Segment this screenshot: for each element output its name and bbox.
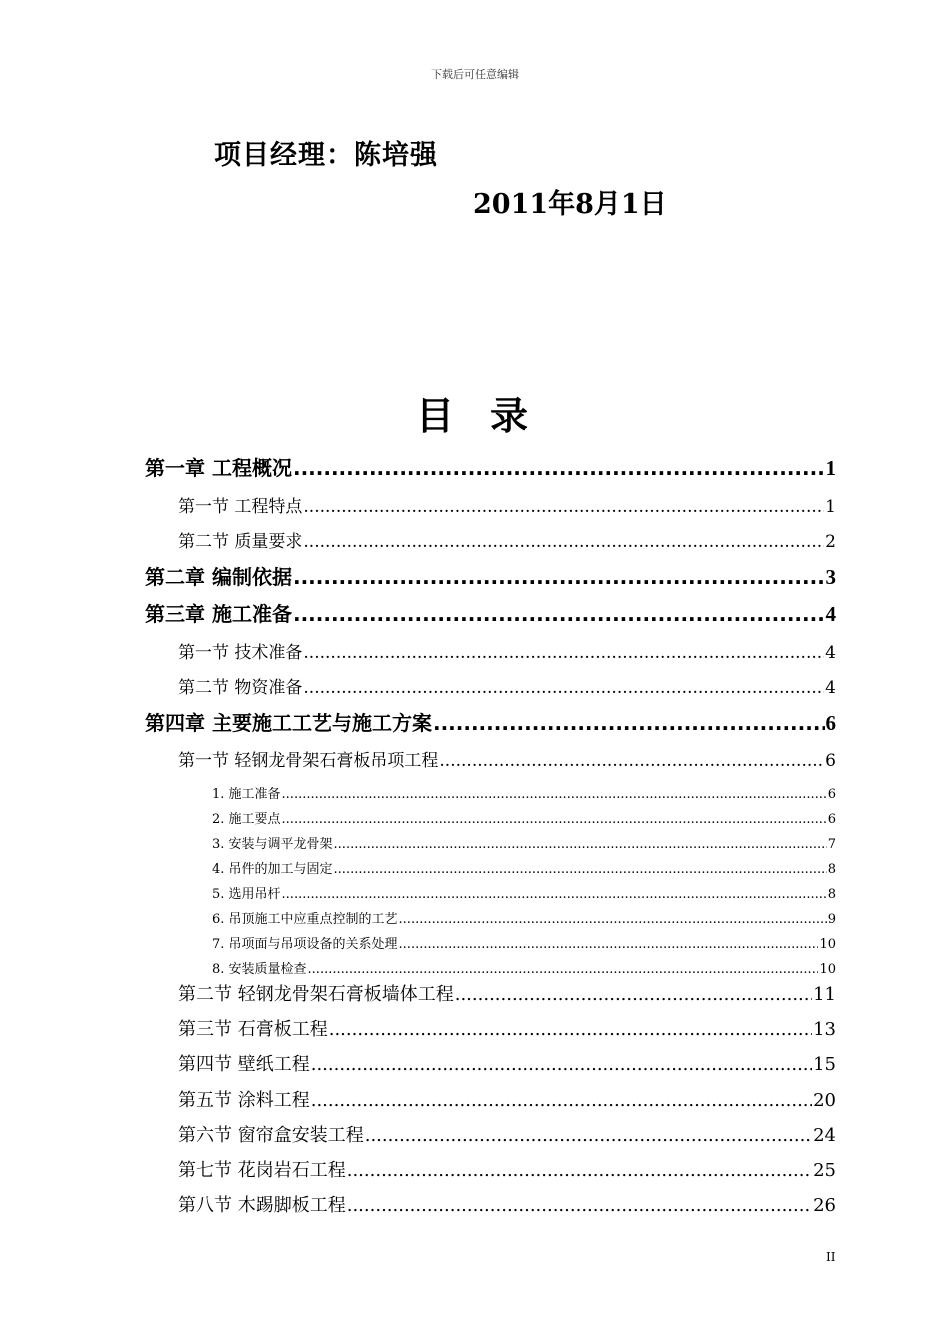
toc-leader-dots — [365, 1125, 812, 1146]
toc-entry-section[interactable] — [178, 1191, 836, 1217]
toc-entry-chapter-3[interactable] — [145, 598, 836, 627]
toc-entry-chapter-4[interactable] — [145, 707, 836, 736]
toc-entry-label: 第二节 轻钢龙骨架石膏板墙体工程 — [178, 984, 454, 1005]
toc-entry-page: 26 — [813, 1195, 836, 1216]
toc-title: 目录 — [415, 394, 564, 438]
toc-entry-label: 2. 施工要点 — [212, 812, 281, 827]
toc-entry-page: 24 — [813, 1125, 836, 1146]
toc-leader-dots — [399, 912, 827, 927]
toc-entry-section[interactable] — [178, 638, 836, 663]
toc-leader-dots — [311, 1054, 812, 1075]
toc-entry-subitem[interactable] — [212, 808, 836, 827]
toc-entry-label: 第四章 主要施工工艺与施工方案 — [145, 711, 432, 735]
toc-entry-page: 4 — [825, 643, 836, 663]
toc-leader-dots — [293, 602, 825, 626]
toc-entry-label: 8. 安装质量检查 — [212, 962, 307, 977]
toc-entry-section[interactable] — [178, 1121, 836, 1147]
toc-entry-section[interactable] — [178, 673, 836, 698]
project-manager-line: 项目经理：陈培强 — [214, 140, 438, 171]
toc-entry-label: 第一节 技术准备 — [178, 643, 303, 663]
toc-leader-dots — [399, 937, 819, 952]
toc-entry-page: 4 — [825, 602, 836, 626]
toc-leader-dots — [347, 1195, 812, 1216]
toc-entry-subitem[interactable] — [212, 858, 836, 877]
toc-leader-dots — [311, 1090, 812, 1111]
toc-entry-page: 1 — [825, 497, 836, 517]
toc-entry-page: 6 — [827, 787, 836, 802]
toc-entry-page: 8 — [827, 862, 836, 877]
toc-entry-label: 第四节 壁纸工程 — [178, 1054, 310, 1075]
date-line: 2011年8月1日 — [473, 189, 667, 220]
toc-entry-subitem[interactable] — [212, 783, 836, 802]
toc-entry-section[interactable] — [178, 492, 836, 517]
toc-entry-section[interactable] — [178, 746, 836, 771]
toc-entry-label: 第三节 石膏板工程 — [178, 1019, 328, 1040]
page-number: II — [826, 1250, 836, 1264]
toc-entry-page: 13 — [813, 1019, 836, 1040]
toc-entry-chapter-2[interactable] — [145, 561, 836, 590]
toc-entry-page: 10 — [819, 962, 836, 977]
toc-entry-page: 10 — [819, 937, 836, 952]
toc-entry-page: 1 — [825, 456, 836, 480]
toc-entry-label: 1. 施工准备 — [212, 787, 281, 802]
toc-entry-label: 第五节 涂料工程 — [178, 1090, 310, 1111]
toc-leader-dots — [282, 787, 827, 802]
toc-entry-page: 3 — [825, 565, 836, 589]
toc-entry-page: 6 — [827, 812, 836, 827]
toc-entry-page: 6 — [825, 751, 836, 771]
toc-entry-label: 第二节 质量要求 — [178, 532, 303, 552]
toc-entry-section[interactable] — [178, 980, 836, 1006]
toc-entry-label: 6. 吊顶施工中应重点控制的工艺 — [212, 912, 398, 927]
toc-leader-dots — [308, 962, 819, 977]
toc-entry-subitem[interactable] — [212, 933, 836, 952]
toc-entry-page: 11 — [813, 984, 836, 1005]
toc-entry-subitem[interactable] — [212, 908, 836, 927]
toc-entry-label: 第八节 木踢脚板工程 — [178, 1195, 346, 1216]
toc-entry-page: 9 — [827, 912, 836, 927]
toc-leader-dots — [455, 984, 812, 1005]
toc-entry-subitem[interactable] — [212, 883, 836, 902]
toc-leader-dots — [293, 565, 825, 589]
toc-entry-label: 5. 选用吊杆 — [212, 887, 281, 902]
toc-entry-label: 第二章 编制依据 — [145, 565, 292, 589]
toc-entry-section[interactable] — [178, 1156, 836, 1182]
toc-leader-dots — [282, 812, 827, 827]
toc-entry-chapter-1[interactable] — [145, 452, 836, 481]
toc-entry-page: 20 — [813, 1090, 836, 1111]
toc-entry-section[interactable] — [178, 1086, 836, 1112]
toc-entry-label: 第六节 窗帘盒安装工程 — [178, 1125, 364, 1146]
toc-entry-label: 7. 吊项面与吊项设备的关系处理 — [212, 937, 398, 952]
header-note: 下载后可任意编辑 — [431, 68, 519, 81]
toc-leader-dots — [334, 837, 827, 852]
toc-entry-section[interactable] — [178, 1015, 836, 1041]
toc-entry-section[interactable] — [178, 527, 836, 552]
toc-entry-label: 4. 吊件的加工与固定 — [212, 862, 333, 877]
toc-entry-page: 2 — [825, 532, 836, 552]
toc-entry-page: 7 — [827, 837, 836, 852]
toc-leader-dots — [303, 678, 824, 698]
toc-entry-subitem[interactable] — [212, 833, 836, 852]
toc-entry-page: 8 — [827, 887, 836, 902]
toc-leader-dots — [293, 456, 825, 480]
toc-leader-dots — [303, 532, 824, 552]
toc-leader-dots — [433, 711, 825, 735]
toc-entry-page: 6 — [825, 711, 836, 735]
toc-leader-dots — [303, 497, 824, 517]
toc-entry-label: 第一章 工程概况 — [145, 456, 292, 480]
toc-leader-dots — [303, 643, 824, 663]
toc-leader-dots — [329, 1019, 812, 1040]
toc-entry-label: 第七节 花岗岩石工程 — [178, 1160, 346, 1181]
toc-entry-page: 4 — [825, 678, 836, 698]
toc-leader-dots — [334, 862, 827, 877]
toc-entry-section[interactable] — [178, 1050, 836, 1076]
toc-entry-subitem[interactable] — [212, 958, 836, 977]
toc-entry-label: 第一节 工程特点 — [178, 497, 303, 517]
toc-entry-label: 3. 安装与调平龙骨架 — [212, 837, 333, 852]
toc-entry-page: 25 — [813, 1160, 836, 1181]
toc-entry-page: 15 — [813, 1054, 836, 1075]
toc-entry-label: 第二节 物资准备 — [178, 678, 303, 698]
toc-entry-label: 第一节 轻钢龙骨架石膏板吊项工程 — [178, 751, 439, 771]
toc-leader-dots — [347, 1160, 812, 1181]
toc-leader-dots — [282, 887, 827, 902]
toc-entry-label: 第三章 施工准备 — [145, 602, 292, 626]
toc-leader-dots — [439, 751, 824, 771]
